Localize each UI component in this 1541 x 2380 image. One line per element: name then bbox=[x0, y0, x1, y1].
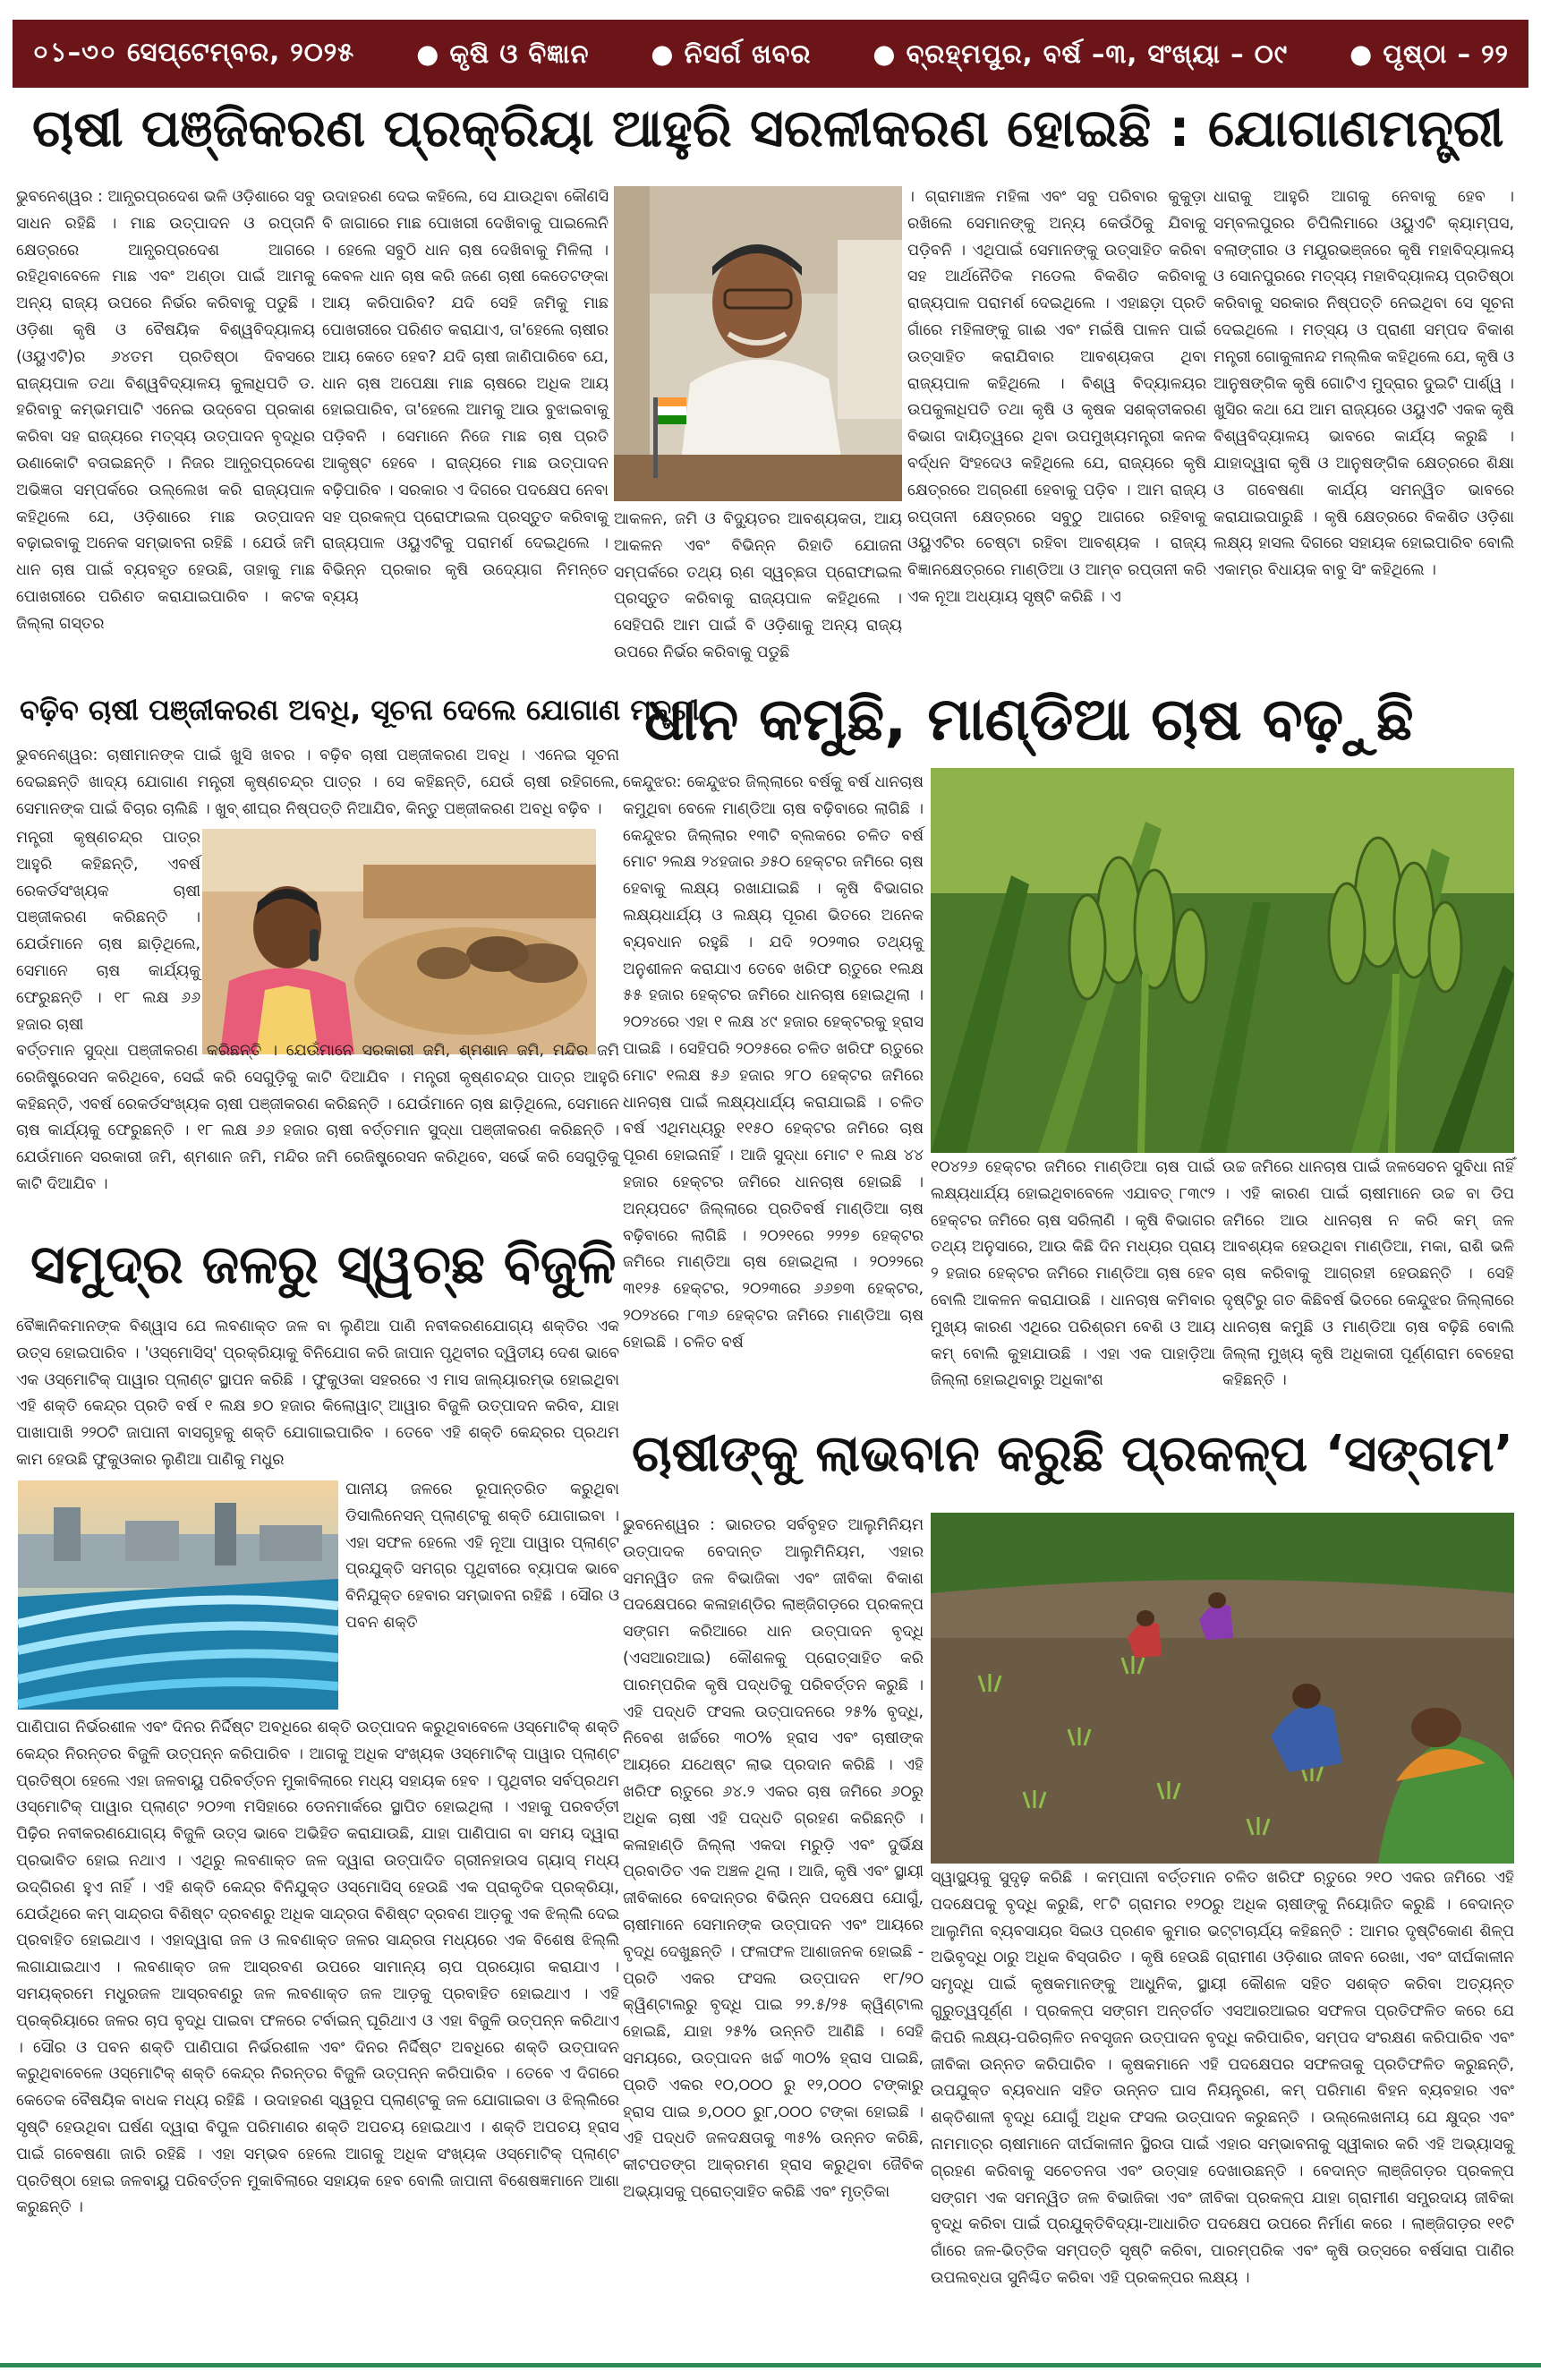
article1-column-3 bbox=[614, 507, 902, 693]
article1-column-1 bbox=[16, 184, 315, 693]
article4-headline: ଧାନ କମୁଛି, ମାଣ୍ଡିଆ ଚାଷ ବଢ଼ୁଛି bbox=[644, 685, 1414, 754]
article4-column-3 bbox=[1222, 1155, 1514, 1416]
article1-column-5 bbox=[1213, 184, 1514, 693]
article3-text: ବୈଜ୍ଞାନିକମାନଙ୍କ ବିଶ୍ୱାସ ଯେ ଲବଣାକ୍ତ ଜଳ ବା ଲୁଣିଆ ପାଣି ନବୀକରଣଯୋଗ୍ୟ ଶକ୍ତିର ଏକ ଉତ୍ସ ହୋଇପାରିବ । 'ଓସ୍ମୋସିସ୍' ପ୍ରକ୍ରିୟାକୁ ବିନିଯୋଗ କରି ଜାପାନ ପୃଥିବୀର ଦ୍ୱିତୀୟ ଦେଶ ଭାବେ ଏକ ଓସ୍ମୋଟିକ୍ ପାୱାର ପ୍ଲାଣ୍ଟ ସ୍ଥାପନ କରିଛି । ଫୁକୁଓକା ସହରରେ ଏ ମାସ ଜାଲ୍ୟାରମ୍ଭ ହୋଇଥିବା ଏହି ଶକ୍ତି କେନ୍ଦ୍ର ପ୍ରତି ବର୍ଷ ୧ ଲକ୍ଷ ୭୦ ହଜାର କିଲୋୱାଟ୍ ଆୱାର ବିଜୁଳି ଉତ୍ପାଦନ କରିବ, ଯାହା ପାଖାପାଖି ୨୨୦ଟି ଜାପାନୀ ବାସଗୃହକୁ ଶକ୍ତି ଯୋଗାଇପାରିବ । ତେବେ ଏହି ଶକ୍ତି କେନ୍ଦ୍ରର ପ୍ରଥମ କାମ ହେଉଛି ଫୁକୁଓକାର ଲୁଣିଆ ପାଣିକୁ ମଧୁର bbox=[16, 1318, 619, 1469]
article5-headline: ଚାଷୀଙ୍କୁ ଲାଭବାନ କରୁଛି ପ୍ରକଳ୍ପ ‘ସଙ୍ଗମ’ bbox=[632, 1425, 1513, 1483]
section-name: ● କୃଷି ଓ ବିଜ୍ଞାନ bbox=[416, 38, 590, 69]
article3-beside-photo bbox=[345, 1477, 619, 1713]
article1-text: ଆକଳନ, ଜମି ଓ ବିଦ୍ୟୁତର ଆବଶ୍ୟକତା, ଆୟ ଆକଳନ ଏବଂ ବିଭିନ୍ନ ରିହାତି ଯୋଜନା ସମ୍ପର୍କରେ ତଥ୍ୟ ଋଣ ସ୍ୱଚ୍ଛତା ପ୍ରୋଫାଇଲ ପ୍ରସ୍ତୁତ କରିବାକୁ ରାଜ୍ୟପାଳ କହିଥିଲେ । ସେହିପରି ଆମ ପାଇଁ ବି ଓଡ଼ିଶାକୁ ଅନ୍ୟ ରାଜ୍ୟ ଉପରେ ନିର୍ଭର କରିବାକୁ ପଡୁଛି bbox=[614, 510, 902, 661]
supply-minister-photo bbox=[202, 829, 596, 1054]
paddy-transplanting-photo bbox=[931, 1513, 1514, 1864]
article4-column-2 bbox=[931, 1155, 1215, 1416]
article1-text: । ଗ୍ରାମାଞ୍ଚଳ ମହିଳା ଏବଂ ସବୁ ପରିବାର କୁକୁଡ଼ା ରଖିଲେ ସେମାନଙ୍କୁ ଅନ୍ୟ କେଉଁଠିକୁ ଯିବାକୁ ପଡ଼ିବନି । ଏଥିପାଇଁ ସେମାନଙ୍କୁ ଉତ୍ସାହିତ କରିବା ସହ ଆର୍ଥନୈତିକ ମଡେଲ ବିକଶିତ କରିବାକୁ ରାଜ୍ୟପାଳ ପରାମର୍ଶ ଦେଇଥିଲେ । ଏହାଛଡ଼ା ପ୍ରତି ଗାଁରେ ମହିଳାଙ୍କୁ ଗାଈ ଏବଂ ମଇଁଷି ପାଳନ ପାଇଁ ଉତ୍ସାହିତ କରାଯିବାର ଆବଶ୍ୟକତା ଥିବା ରାଜ୍ୟପାଳ କହିଥିଲେ । ବିଶ୍ୱ ବିଦ୍ୟାଳୟର ଉପକୁଳାଧିପତି ତଥା କୃଷି ଓ କୃଷକ ସଶକ୍ତୀକରଣ ବିଭାଗ ଦାୟିତ୍ୱରେ ଥିବା ଉପମୁଖ୍ୟମନ୍ତ୍ରୀ କନକ ବର୍ଦ୍ଧନ ସିଂହଦେଓ କହିଥିଲେ ଯେ, ରାଜ୍ୟରେ କୃଷି କ୍ଷେତ୍ରରେ ଅଗ୍ରଣୀ ହେବାକୁ ପଡ଼ିବ । ଆମ ରାଜ୍ୟ ରପ୍ତାନୀ କ୍ଷେତ୍ରରେ ସବୁଠୁ ଆଗରେ ରହିବାକୁ ଓୟୁଏଟିର ଚେଷ୍ଟା ରହିବା ଆବଶ୍ୟକ । ରାଜ୍ୟ ବିଜ୍ଞାନକ୍ଷେତ୍ରରେ ମାଣ୍ଡିଆ ଓ ଆମ୍ବ ରପ୍ତାନୀ କରି ଏକ ନୂଆ ଅଧ୍ୟାୟ ସୃଷ୍ଟି କରିଛି । ଏ bbox=[907, 188, 1206, 606]
article5-column-1 bbox=[623, 1513, 924, 2358]
article3-headline: ସମୁଦ୍ର ଜଳରୁ ସ୍ୱଚ୍ଛ ବିଜୁଳି bbox=[30, 1233, 617, 1296]
article2-lead bbox=[16, 743, 619, 823]
article5-column-2 bbox=[931, 1865, 1514, 2358]
article2-headline: ବଢ଼ିବ ଚାଷୀ ପଞ୍ଜୀକରଣ ଅବଧି, ସୂଚନା ଦେଲେ ଯୋଗାଣ ମନ୍ତ୍ରୀ bbox=[20, 693, 700, 727]
article2-beside-photo bbox=[16, 825, 200, 1036]
place-issue: ● ବ୍ରହ୍ମପୁର, ବର୍ଷ –୩, ସଂଖ୍ୟା – ୦୯ bbox=[873, 38, 1289, 69]
article1-text: ଉଦାହରଣ ଦେଇ କହିଲେ, ସେ ଯାଉଥିବା କୌଣସି ବି ଜାଗାରେ ମାଛ ପୋଖରୀ ଦେଖିବାକୁ ପାଇଲେନି । ହେଲେ ସବୁଠି ଧାନ ଚାଷ ଦେଖିବାକୁ ମିଳିଲା । କେବଳ ଧାନ ଚାଷ କରି ଜଣେ ଚାଷୀ କେତେଟଙ୍କା ଆୟ କରିପାରିବ? ଯଦି ସେହି ଜମିକୁ ମାଛ ପୋଖରୀରେ ପରିଣତ କରାଯାଏ, ତା'ହେଲେ ଚାଷୀର ଆୟ କେତେ ହେବ? ଯଦି ଚାଷୀ ଜାଣିପାରିବେ ଯେ, ଧାନ ଚାଷ ଅପେକ୍ଷା ମାଛ ଚାଷରେ ଅଧିକ ଆୟ ହୋଇପାରିବ, ତା'ହେଲେ ଆମକୁ ଆଉ ବୁଝାଇବାକୁ ପଡ଼ିବନି । ସେମାନେ ନିଜେ ମାଛ ଚାଷ ପ୍ରତି ଆକୃଷ୍ଟ ହେବେ । ରାଜ୍ୟରେ ମାଛ ଉତ୍ପାଦନ ବଢ଼ିପାରିବ । ସରକାର ଏ ଦିଗରେ ପଦକ୍ଷେପ ନେବା ସହ ପ୍ରକଳ୍ପ ପ୍ରୋଫାଇଲ ପ୍ରସ୍ତୁତ କରିବାକୁ ରାଜ୍ୟପାଳ ଓୟୁଏଟିକୁ ପରାମର୍ଶ ଦେଇଥିଲେ । ବିଭିନ୍ନ ପ୍ରକାର କୃଷି ଉଦ୍ୟୋଗ ନିମନ୍ତେ ବ୍ୟୟ bbox=[322, 188, 609, 606]
article1-headline: ଚାଷୀ ପଞ୍ଜିକରଣ ପ୍ରକ୍ରିୟା ଆହୁରି ସରଳୀକରଣ ହୋଇଛି : ଯୋଗାଣମନ୍ତ୍ରୀ bbox=[32, 98, 1504, 158]
article1-column-4 bbox=[907, 184, 1206, 693]
minister-photo bbox=[614, 186, 902, 501]
article3-lead bbox=[16, 1314, 619, 1477]
article1-column-2 bbox=[322, 184, 609, 693]
article4-text: ଉଚ୍ଚ ଜମିରେ ଧାନଚାଷ ପାଇଁ ଜଳସେଚନ ସୁବିଧା ନାହିଁ । ଏହି କାରଣ ପାଇଁ ଚାଷୀମାନେ ଉଚ୍ଚ ବା ଡିପ ଜମିରେ ଆଉ ଧାନଚାଷ ନ କରି କମ୍ ଜଳ ଆବଶ୍ୟକ ହେଉଥିବା ମାଣ୍ଡିଆ, ମକା, ରାଶି ଭଳି ଚାଷ କରିବାକୁ ଆଗ୍ରହୀ ହେଉଛନ୍ତି । ସେହି ଦୃଷ୍ଟିରୁ ଗତ କିଛିବର୍ଷ ଭିତରେ କେନ୍ଦୁଝର ଜିଲ୍ଲାରେ ଧାନଚାଷ କମୁଛି ଓ ମାଣ୍ଡିଆ ଚାଷ ବଢ଼ିଛି ବୋଲି ଜିଲ୍ଲା ମୁଖ୍ୟ କୃଷି ଅଧିକାରୀ ପୂର୍ଣ୍ଣରାମ ବେହେରା କହିଛନ୍ତି । bbox=[1222, 1158, 1514, 1390]
page-number: ● ପୃଷ୍ଠା – ୨୨ bbox=[1349, 38, 1509, 69]
osmotic-plant-photo bbox=[18, 1480, 338, 1710]
article3-text: ପାଣିପାଗ ନିର୍ଭରଶୀଳ ଏବଂ ଦିନର ନିର୍ଦ୍ଦିଷ୍ଟ ଅବଧିରେ ଶକ୍ତି ଉତ୍ପାଦନ କରୁଥିବାବେଳେ ଓସ୍ମୋଟିକ୍ ଶକ୍ତି କେନ୍ଦ୍ର ନିରନ୍ତର ବିଜୁଳି ଉତ୍ପନ୍ନ କରିପାରିବ । ଆଗକୁ ଅଧିକ ସଂଖ୍ୟକ ଓସ୍ମୋଟିକ୍ ପାୱାର ପ୍ଲାଣ୍ଟ ପ୍ରତିଷ୍ଠା ହେଲେ ଏହା ଜଳବାୟୁ ପରିବର୍ତ୍ତନ ମୁକାବିଲାରେ ମଧ୍ୟ ସହାୟକ ହେବ । ପୃଥିବୀର ସର୍ବପ୍ରଥମ ଓସ୍ମୋଟିକ୍ ପାୱାର ପ୍ଲାଣ୍ଟ ୨୦୨୩ ମସିହାରେ ଡେନମାର୍କରେ ସ୍ଥାପିତ ହୋଇଥିଲା । ଏହାକୁ ପରବର୍ତ୍ତୀ ପିଢ଼ିର ନବୀକରଣଯୋଗ୍ୟ ବିଜୁଳି ଉତ୍ସ ଭାବେ ଅଭିହିତ କରାଯାଉଛି, ଯାହା ପାଣିପାଗ ବା ସମୟ ଦ୍ୱାରା ପ୍ରଭାବିତ ହୋଇ ନଥାଏ । ଏଥିରୁ ଲବଣାକ୍ତ ଜଳ ଦ୍ୱାରା ଉତ୍ପାଦିତ ଗ୍ରୀନହାଉସ ଗ୍ୟାସ୍ ମଧ୍ୟ ଉଦ୍‌ଗିରଣ ହୁଏ ନାହିଁ । ଏହି ଶକ୍ତି କେନ୍ଦ୍ର ବିନିଯୁକ୍ତ ଓସ୍ମୋସିସ୍ ହେଉଛି ଏକ ପ୍ରାକୃତିକ ପ୍ରକ୍ରିୟା, ଯେଉଁଥିରେ କମ୍ ସାନ୍ଦ୍ରତା ବିଶିଷ୍ଟ ଦ୍ରବଣରୁ ଅଧିକ ସାନ୍ଦ୍ରତା ବିଶିଷ୍ଟ ଦ୍ରବଣ ଆଡ଼କୁ ଏକ ଝିଲ୍ଲି ଦେଇ ପ୍ରବାହିତ ହୋଇଥାଏ । ଏହାଦ୍ୱାରା ଜଳ ଓ ଲବଣାକ୍ତ ଜଳର ସାନ୍ଦ୍ରତା ମଧ୍ୟରେ ଏକ ବିଶେଷ ଝିଲ୍ଲି ଲଗାଯାଇଥାଏ । ଲବଣାକ୍ତ ଜଳ ଆସ୍ରବଣ ଉପରେ ସାମାନ୍ୟ ଚାପ ପ୍ରୟୋଗ କରାଯାଏ । ସମୟକ୍ରମେ ମଧୁରଜଳ ଆସ୍ରବଣରୁ ଜଳ ଲବଣାକ୍ତ ଜଳ ଆଡ଼କୁ ପ୍ରବାହିତ ହୋଇଥାଏ । ଏହି ପ୍ରକ୍ରିୟାରେ ଜଳର ଚାପ ବୃଦ୍ଧି ପାଇବା ଫଳରେ ଟର୍ବାଇନ୍ ଘୂରିଥାଏ ଓ ଏହା ବିଜୁଳି ଉତ୍ପନ୍ନ କରିଥାଏ । ସୌର ଓ ପବନ ଶକ୍ତି ପାଣିପାଗ ନିର୍ଭରଶୀଳ ଏବଂ ଦିନର ନିର୍ଦ୍ଦିଷ୍ଟ ଅବଧିରେ ଶକ୍ତି ଉତ୍ପାଦନ କରୁଥିବାବେଳେ ଓସ୍ମୋଟିକ୍ ଶକ୍ତି କେନ୍ଦ୍ର ନିରନ୍ତର ବିଜୁଳି ଉତ୍ପନ୍ନ କରିପାରିବ । ତେବେ ଏ ଦିଗରେ କେତେକ ବୈଷୟିକ ବାଧକ ମଧ୍ୟ ରହିଛି । ଉଦାହରଣ ସ୍ୱରୂପ ପ୍ଲାଣ୍ଟକୁ ଜଳ ଯୋଗାଇବା ଓ ଝିଲ୍ଲିରେ ସୃଷ୍ଟି ହେଉଥିବା ଘର୍ଷଣ ଦ୍ୱାରା ବିପୁଳ ପରିମାଣର ଶକ୍ତି ଅପଚୟ ହୋଇଥାଏ । ଶକ୍ତି ଅପଚୟ ହ୍ରାସ ପାଇଁ ଗବେଷଣା ଜାରି ରହିଛି । ଏହା ସମ୍ଭବ ହେଲେ ଆଗକୁ ଅଧିକ ସଂଖ୍ୟକ ଓସ୍ମୋଟିକ୍ ପ୍ଲାଣ୍ଟ ପ୍ରତିଷ୍ଠା ହୋଇ ଜଳବାୟୁ ପରିବର୍ତ୍ତନ ମୁକାବିଲାରେ ସହାୟକ ହେବ ବୋଲି ଜାପାନୀ ବିଶେଷଜ୍ଞମାନେ ଆଶା କରୁଛନ୍ତି । bbox=[16, 1719, 619, 2217]
article2-text: ଭୁବନେଶ୍ୱର: ଚାଷୀମାନଙ୍କ ପାଇଁ ଖୁସି ଖବର । ବଢ଼ିବ ଚାଷୀ ପଞ୍ଜୀକରଣ ଅବଧି । ଏନେଇ ସୂଚନା ଦେଇଛନ୍ତି ଖାଦ୍ୟ ଯୋଗାଣ ମନ୍ତ୍ରୀ କୃଷ୍ଣଚନ୍ଦ୍ର ପାତ୍ର । ସେ କହିଛନ୍ତି, ଯେଉଁ ଚାଷୀ ରହିଗଲେ, ସେମାନଙ୍କ ପାଇଁ ବିଚାର ଚାଲିଛି । ଖୁବ୍ ଶୀଘ୍ର ନିଷ୍ପତ୍ତି ନିଆଯିବ, କିନ୍ତୁ ପଞ୍ଜୀକରଣ ଅବଧି ବଢ଼ିବ । bbox=[16, 746, 619, 818]
article4-text: ୧୦୪୨୬ ହେକ୍ଟର ଜମିରେ ମାଣ୍ଡିଆ ଚାଷ ପାଇଁ ଲକ୍ଷ୍ୟଧାର୍ଯ୍ୟ ହୋଇଥିବାବେଳେ ଏଯାବତ୍ ୮୩୯୨ ହେକ୍ଟର ଜମିରେ ଚାଷ ସରିଲାଣି । କୃଷି ବିଭାଗର ତଥ୍ୟ ଅନୁସାରେ, ଆଉ କିଛି ଦିନ ମଧ୍ୟର ପ୍ରାୟ ୨ ହଜାର ହେକ୍ଟର ଜମିରେ ମାଣ୍ଡିଆ ଚାଷ ହେବ ବୋଲି ଆକଳନ କରାଯାଉଛି । ଧାନଚାଷ କମିବାର ମୁଖ୍ୟ କାରଣ ଏଥିରେ ପରିଶ୍ରମ ବେଶି ଓ ଆୟ କମ୍ ବୋଲି କୁହାଯାଉଛି । ଏହା ଏକ ପାହାଡ଼ିଆ ଜିଲ୍ଲା ହୋଇଥିବାରୁ ଅଧିକାଂଶ bbox=[931, 1158, 1215, 1390]
bottom-rule bbox=[0, 2363, 1541, 2367]
article4-text: କେନ୍ଦୁଝର: କେନ୍ଦୁଝର ଜିଲ୍ଲାରେ ବର୍ଷକୁ ବର୍ଷ ଧାନଚାଷ କମୁଥିବା ବେଳେ ମାଣ୍ଡିଆ ଚାଷ ବଢ଼ିବାରେ ଲାଗିଛି । କେନ୍ଦୁଝର ଜିଲ୍ଲାର ୧୩ଟି ବ୍ଲକରେ ଚଳିତ ବର୍ଷ ମୋଟ ୨ଲକ୍ଷ ୨୪ହଜାର ୬୫୦ ହେକ୍ଟର ଜମିରେ ଚାଷ ହେବାକୁ ଲକ୍ଷ୍ୟ ରଖାଯାଇଛି । କୃଷି ବିଭାଗର ଲକ୍ଷ୍ୟଧାର୍ଯ୍ୟ ଓ ଲକ୍ଷ୍ୟ ପୂରଣ ଭିତରେ ଅନେକ ବ୍ୟବଧାନ ରହୁଛି । ଯଦି ୨୦୨୩ର ତଥ୍ୟକୁ ଅନୁଶୀଳନ କରାଯାଏ ତେବେ ଖରିଫ ଋତୁରେ ୧ଲକ୍ଷ ୫୫ ହଜାର ହେକ୍ଟର ଜମିରେ ଧାନଚାଷ ହୋଇଥିଲା । ୨୦୨୪ରେ ଏହା ୧ ଲକ୍ଷ ୪୯ ହଜାର ହେକ୍ଟରକୁ ହ୍ରାସ ପାଇଛି । ସେହିପରି ୨୦୨୫ରେ ଚଳିତ ଖରିଫ ଋତୁରେ ମୋଟ ୧ଲକ୍ଷ ୫୬ ହଜାର ୨୮୦ ହେକ୍ଟର ଜମିରେ ଧାନଚାଷ ପାଇଁ ଲକ୍ଷ୍ୟଧାର୍ଯ୍ୟ କରାଯାଇଛି । ଚଳିତ ବର୍ଷ ଏଥିମଧ୍ୟରୁ ୧୧୫୦ ହେକ୍ଟର ଜମିରେ ଚାଷ ପୂରଣ ହୋଇନାହିଁ । ଆଜି ସୁଦ୍ଧା ମୋଟ ୧ ଲକ୍ଷ ୪୪ ହଜାର ହେକ୍ଟର ଜମିରେ ଧାନଚାଷ ହୋଇଛି । ଅନ୍ୟପଟେ ଜିଲ୍ଲାରେ ପ୍ରତିବର୍ଷ ମାଣ୍ଡିଆ ଚାଷ ବଢ଼ିବାରେ ଲାଗିଛି । ୨୦୨୧ରେ ୨୨୨୭ ହେକ୍ଟର ଜମିରେ ମାଣ୍ଡିଆ ଚାଷ ହୋଇଥିଲା । ୨୦୨୨ରେ ୩୧୨୫ ହେକ୍ଟର, ୨୦୨୩ରେ ୬୬୭୩ ହେକ୍ଟର, ୨୦୨୪ରେ ୮୩୬ ହେକ୍ଟର ଜମିରେ ମାଣ୍ଡିଆ ଚାଷ ହୋଇଛି । ଚଳିତ ବର୍ଷ bbox=[623, 773, 924, 1352]
millet-photo bbox=[931, 768, 1514, 1153]
article2-text: ବର୍ତ୍ତମାନ ସୁଦ୍ଧା ପଞ୍ଜୀକରଣ କରିଛନ୍ତି । ଯେଉଁମାନେ ସରକାରୀ ଜମି, ଶ୍ମଶାନ ଜମି, ମନ୍ଦିର ଜମି ରେଜିଷ୍ଟ୍ରେସନ କରିଥିବେ, ସେଇଁ କରି ସେଗୁଡ଼ିକୁ କାଟି ଦିଆଯିବ । ମନ୍ତ୍ରୀ କୃଷ୍ଣଚନ୍ଦ୍ର ପାତ୍ର ଆହୁରି କହିଛନ୍ତି, ଏବର୍ଷ ରେକର୍ଡସଂଖ୍ୟକ ଚାଷୀ ପଞ୍ଜୀକରଣ କରିଛନ୍ତି । ଯେଉଁମାନେ ଚାଷ ଛାଡ଼ିଥିଲେ, ସେମାନେ ଚାଷ କାର୍ଯ୍ୟକୁ ଫେରୁଛନ୍ତି । ୧୮ ଲକ୍ଷ ୬୬ ହଜାର ଚାଷୀ ବର୍ତ୍ତମାନ ସୁଦ୍ଧା ପଞ୍ଜୀକରଣ କରିଛନ୍ତି । ଯେଉଁମାନେ ସରକାରୀ ଜମି, ଶ୍ମଶାନ ଜମି, ମନ୍ଦିର ଜମି ରେଜିଷ୍ଟ୍ରେସନ କରିଥିବେ, ସର୍ଭେ କରି ସେଗୁଡ଼ିକୁ କାଟି ଦିଆଯିବ । bbox=[16, 1042, 619, 1193]
newspaper-name: ● ନିସର୍ଗ ଖବର bbox=[651, 38, 812, 69]
article3-text: ପାନୀୟ ଜଳରେ ରୂପାନ୍ତରିତ କରୁଥିବା ଡିସାଲିନେସନ୍ ପ୍ଲାଣ୍ଟକୁ ଶକ୍ତି ଯୋଗାଇବା । ଏହା ସଫଳ ହେଲେ ଏହି ନୂଆ ପାୱାର ପ୍ଲାଣ୍ଟ ପ୍ରଯୁକ୍ତି ସମଗ୍ର ପୃଥିବୀରେ ବ୍ୟାପକ ଭାବେ ବିନିଯୁକ୍ତ ହେବାର ସମ୍ଭାବନା ରହିଛି । ସୌର ଓ ପବନ ଶକ୍ତି bbox=[345, 1480, 619, 1632]
issue-date: ০১–৩০ ସେପ୍ଟେମ୍ବର, ୨୦୨୫ bbox=[32, 36, 355, 67]
article5-text: ସ୍ୱାସ୍ଥ୍ୟକୁ ସୁଦୃଢ଼ କରିଛି । କମ୍ପାନୀ ବର୍ତ୍ତମାନ ଚଳିତ ଖରିଫ ଋତୁରେ ୨୧୦ ଏକର ଜମିରେ ଏହି ପଦକ୍ଷେପକୁ ବୃଦ୍ଧି କରୁଛି, ୧୮ଟି ଗ୍ରାମର ୧୨୦ରୁ ଅଧିକ ଚାଷୀଙ୍କୁ ନିୟୋଜିତ କରୁଛି । ବେଦାନ୍ତ ଆଲୁମିନା ବ୍ୟବସାୟର ସିଇଓ ପ୍ରଣବ କୁମାର ଭଟ୍ଟାଚାର୍ଯ୍ୟ କହିଛନ୍ତି : ଆମର ଦୃଷ୍ଟିକୋଣ ଶିଳ୍ପ ଅଭିବୃଦ୍ଧି ଠାରୁ ଅଧିକ ବିସ୍ତାରିତ । କୃଷି ହେଉଛି ଗ୍ରାମୀଣ ଓଡ଼ିଶାର ଜୀବନ ରେଖା, ଏବଂ ଦୀର୍ଘକାଳୀନ ସମୃଦ୍ଧି ପାଇଁ କୃଷକମାନଙ୍କୁ ଆଧୁନିକ, ସ୍ଥାୟୀ କୌଶଳ ସହିତ ସଶକ୍ତ କରିବା ଅତ୍ୟନ୍ତ ଗୁରୁତ୍ୱପୂର୍ଣ୍ଣ । ପ୍ରକଳ୍ପ ସଙ୍ଗମ ଅନ୍ତର୍ଗତ ଏସଆରଆଇର ସଫଳତା ପ୍ରତିଫଳିତ କରେ ଯେ କିପରି ଲକ୍ଷ୍ୟ-ପରିଚାଳିତ ନବସୃଜନ ଉତ୍ପାଦନ ବୃଦ୍ଧି କରିପାରିବ, ସମ୍ପଦ ସଂରକ୍ଷଣ କରିପାରିବ ଏବଂ ଜୀବିକା ଉନ୍ନତ କରିପାରିବ । କୃଷକମାନେ ଏହି ପଦକ୍ଷେପର ସଫଳତାକୁ ପ୍ରତିଫଳିତ କରୁଛନ୍ତି, ଉପଯୁକ୍ତ ବ୍ୟବଧାନ ସହିତ ଉନ୍ନତ ଘାସ ନିୟନ୍ତ୍ରଣ, କମ୍ ପରିମାଣ ବିହନ ବ୍ୟବହାର ଏବଂ ଶକ୍ତିଶାଳୀ ବୃଦ୍ଧି ଯୋଗୁଁ ଅଧିକ ଫସଲ ଉତ୍ପାଦନ କରୁଛନ୍ତି । ଉଲ୍ଲେଖନୀୟ ଯେ କ୍ଷୁଦ୍ର ଏବଂ ନାମମାତ୍ର ଚାଷୀମାନେ ଦୀର୍ଘକାଳୀନ ସ୍ଥିରତା ପାଇଁ ଏହାର ସମ୍ଭାବନାକୁ ସ୍ୱୀକାର କରି ଏହି ଅଭ୍ୟାସକୁ ଗ୍ରହଣ କରିବାକୁ ସଚେତନତା ଏବଂ ଉତ୍ସାହ ଦେଖାଉଛନ୍ତି । ବେଦାନ୍ତ ଲାଞ୍ଜିଗଡ଼ର ପ୍ରକଳ୍ପ ସଙ୍ଗମ ଏକ ସମନ୍ୱିତ ଜଳ ବିଭାଜିକା ଏବଂ ଜୀବିକା ପ୍ରକଳ୍ପ ଯାହା ଗ୍ରାମୀଣ ସମ୍ପ୍ରଦାୟ ଜୀବିକା ବୃଦ୍ଧି କରିବା ପାଇଁ ପ୍ରଯୁକ୍ତିବିଦ୍ୟା-ଆଧାରିତ ପଦକ୍ଷେପ ଉପରେ ନିର୍ମାଣ କରେ । ଲାଞ୍ଜିଗଡ଼ର ୧୧ଟି ଗାଁରେ ଜଳ-ଭିତ୍ତିକ ସମ୍ପତ୍ତି ସୃଷ୍ଟି କରିବା, ପାରମ୍ପରିକ ଏବଂ କୃଷି ଉତ୍ସରେ ବର୍ଷସାରା ପାଣିର ଉପଲବ୍ଧତା ସୁନିଶ୍ଚିତ କରିବା ଏହି ପ୍ରକଳ୍ପର ଲକ୍ଷ୍ୟ । bbox=[931, 1869, 1514, 2287]
masthead-bar bbox=[13, 20, 1528, 88]
article4-column-1 bbox=[623, 770, 924, 1416]
article3-body bbox=[16, 1715, 619, 2356]
article1-text: ଧାରାକୁ ଆହୁରି ଆଗକୁ ନେବାକୁ ହେବ । ସମ୍ବଲପୁରର ଚିପିଲିମାରେ ଓୟୁଏଟି କ୍ୟାମ୍ପସ, ବଲାଙ୍ଗୀର ଓ ମୟୂରଭଞ୍ଜରେ କୃଷି ମହାବିଦ୍ୟାଳୟ ଓ ସୋନପୁରରେ ମତ୍ସ୍ୟ ମହାବିଦ୍ୟାଳୟ ପ୍ରତିଷ୍ଠା କରିବାକୁ ସରକାର ନିଷ୍ପତ୍ତି ନେଇଥିବା ସେ ସୂଚନା ଦେଇଥିଲେ । ମତ୍ସ୍ୟ ଓ ପ୍ରାଣୀ ସମ୍ପଦ ବିକାଶ ମନ୍ତ୍ରୀ ଗୋକୁଳାନନ୍ଦ ମଲ୍ଲିକ କହିଥିଲେ ଯେ, କୃଷି ଓ ଆନୁଷଙ୍ଗିକ କୃଷି ଗୋଟିଏ ମୁଦ୍ରାର ଦୁଇଟି ପାର୍ଶ୍ୱ । ଖୁସିର କଥା ଯେ ଆମ ରାଜ୍ୟରେ ଓୟୁଏଟି ଏକକ କୃଷି ବିଶ୍ୱବିଦ୍ୟାଳୟ ଭାବରେ କାର୍ଯ୍ୟ କରୁଛି । ଯାହାଦ୍ୱାରା କୃଷି ଓ ଆନୁଷଙ୍ଗିକ କ୍ଷେତ୍ରରେ ଶିକ୍ଷା ଓ ଗବେଷଣା କାର୍ଯ୍ୟ ସମନ୍ୱିତ ଭାବରେ କରାଯାଇପାରୁଛି । କୃଷି କ୍ଷେତ୍ରରେ ବିକଶିତ ଓଡ଼ିଶା ଲକ୍ଷ୍ୟ ହାସଲ ଦିଗରେ ସହାୟକ ହୋଇପାରିବ ବୋଲି ଏକାମ୍ର ବିଧାୟକ ବାବୁ ସିଂ କହିଥିଲେ । bbox=[1213, 188, 1514, 580]
article1-text: ଭୁବନେଶ୍ୱର : ଆନ୍ଧ୍ରପ୍ରଦେଶ ଭଳି ଓଡ଼ିଶାରେ ସବୁ ସାଧନ ରହିଛି । ମାଛ ଉତ୍ପାଦନ ଓ ରପ୍ତାନି କ୍ଷେତ୍ରରେ ଆନ୍ଧ୍ରପ୍ରଦେଶ ଆଗରେ ରହିଥିବାବେଳେ ମାଛ ଏବଂ ଅଣ୍ଡା ପାଇଁ ଆମକୁ ଅନ୍ୟ ରାଜ୍ୟ ଉପରେ ନିର୍ଭର କରିବାକୁ ପଡୁଛି । ଓଡ଼ିଶା କୃଷି ଓ ବୈଷୟିକ ବିଶ୍ୱବିଦ୍ୟାଳୟ (ଓୟୁଏଟି)ର ୬୪ତମ ପ୍ରତିଷ୍ଠା ଦିବସରେ ରାଜ୍ୟପାଳ ତଥା ବିଶ୍ୱବିଦ୍ୟାଳୟ କୁଳାଧିପତି ଡ. ହରିବାବୁ କମ୍ଭମପାଟି ଏନେଇ ଉଦ୍ବେଗ ପ୍ରକାଶ କରିବା ସହ ରାଜ୍ୟରେ ମତ୍ସ୍ୟ ଉତ୍ପାଦନ ବୃଦ୍ଧିର ଉଣାକୋଟି ବତାଇଛନ୍ତି । ନିଜର ଆନ୍ଧ୍ରପ୍ରଦେଶ ଅଭିଜ୍ଞତା ସମ୍ପର୍କରେ ଉଲ୍ଲେଖ କରି ରାଜ୍ୟପାଳ କହିଥିଲେ ଯେ, ଓଡ଼ିଶାରେ ମାଛ ଉତ୍ପାଦନ ବଢ଼ାଇବାକୁ ଅନେକ ସମ୍ଭାବନା ରହିଛି । ଯେଉଁ ଜମି ଧାନ ଚାଷ ପାଇଁ ବ୍ୟବହୃତ ହେଉଛି, ତାହାକୁ ମାଛ ପୋଖରୀରେ ପରିଣତ କରାଯାଇପାରିବ । କଟକ ଜିଲ୍ଲା ଗସ୍ତର bbox=[16, 188, 315, 633]
article5-text: ଭୁବନେଶ୍ୱର : ଭାରତର ସର୍ବବୃହତ ଆଲୁମିନିୟମ ଉତ୍ପାଦକ ବେଦାନ୍ତ ଆଲୁମିନିୟମ, ଏହାର ସମନ୍ୱିତ ଜଳ ବିଭାଜିକା ଏବଂ ଜୀବିକା ବିକାଶ ପଦକ୍ଷେପରେ କଳାହାଣ୍ଡିର ଲାଞ୍ଜିଗଡ଼ରେ ପ୍ରକଳ୍ପ ସଙ୍ଗମ କରିଆରେ ଧାନ ଉତ୍ପାଦନ ବୃଦ୍ଧି (ଏସଆରଆଇ) କୌଶଳକୁ ପ୍ରୋତ୍ସାହିତ କରି ପାରମ୍ପରିକ କୃଷି ପଦ୍ଧତିକୁ ପରିବର୍ତ୍ତନ କରୁଛି । ଏହି ପଦ୍ଧତି ଫସଲ ଉତ୍ପାଦନରେ ୨୫% ବୃଦ୍ଧି, ନିବେଶ ଖର୍ଚ୍ଚରେ ୩୦% ହ୍ରାସ ଏବଂ ଚାଷୀଙ୍କ ଆୟରେ ଯଥେଷ୍ଟ ଲାଭ ପ୍ରଦାନ କରିଛି । ଏହି ଖରିଫ ଋତୁରେ ୬୪.୨ ଏକର ଚାଷ ଜମିରେ ୬୦ରୁ ଅଧିକ ଚାଷୀ ଏହି ପଦ୍ଧତି ଗ୍ରହଣ କରିଛନ୍ତି । କଳାହାଣ୍ଡି ଜିଲ୍ଲା ଏକଦା ମରୁଡ଼ି ଏବଂ ଦୁର୍ଭିକ୍ଷ ପ୍ରବାଡିତ ଏକ ଅଞ୍ଚଳ ଥିଲା । ଆଜି, କୃଷି ଏବଂ ସ୍ଥାୟୀ ଜୀବିକାରେ ବେଦାନ୍ତର ବିଭିନ୍ନ ପଦକ୍ଷେପ ଯୋଗୁଁ, ଚାଷୀମାନେ ସେମାନଙ୍କ ଉତ୍ପାଦନ ଏବଂ ଆୟରେ ବୃଦ୍ଧି ଦେଖୁଛନ୍ତି । ଫଳାଫଳ ଆଶାଜନକ ହୋଇଛି - ପ୍ରତି ଏକର ଫସଲ ଉତ୍ପାଦନ ୧୮/୨୦ କ୍ୱିଣ୍ଟାଲରୁ ବୃଦ୍ଧି ପାଇ ୨୨.୫/୨୫ କ୍ୱିଣ୍ଟାଲ ହୋଇଛି, ଯାହା ୨୫% ଉନ୍ନତି ଆଣିଛି । ସେହି ସମୟରେ, ଉତ୍ପାଦନ ଖର୍ଚ୍ଚ ୩୦% ହ୍ରାସ ପାଇଛି, ପ୍ରତି ଏକର ୧୦,୦୦୦ ରୁ ୧୨,୦୦୦ ଟଙ୍କାରୁ ହ୍ରାସ ପାଇ ୭,୦୦୦ ରୁ୮,୦୦୦ ଟଙ୍କା ହୋଇଛି । ଏହି ପଦ୍ଧତି ଜଳଦକ୍ଷତାକୁ ୩୫% ଉନ୍ନତ କରିଛି, କୀଟପତଙ୍ଗ ଆକ୍ରମଣ ହ୍ରାସ କରୁଥିବା ଜୈବିକ ଅଭ୍ୟାସକୁ ପ୍ରୋତ୍ସାହିତ କରିଛି ଏବଂ ମୃତ୍ତିକା bbox=[623, 1516, 924, 2201]
article2-body bbox=[16, 1038, 619, 1230]
article2-text: ମନ୍ତ୍ରୀ କୃଷ୍ଣଚନ୍ଦ୍ର ପାତ୍ର ଆହୁରି କହିଛନ୍ତି, ଏବର୍ଷ ରେକର୍ଡସଂଖ୍ୟକ ଚାଷୀ ପଞ୍ଜୀକରଣ କରିଛନ୍ତି । ଯେଉଁମାନେ ଚାଷ ଛାଡ଼ିଥିଲେ, ସେମାନେ ଚାଷ କାର୍ଯ୍ୟକୁ ଫେରୁଛନ୍ତି । ୧୮ ଲକ୍ଷ ୬୬ ହଜାର ଚାଷୀ bbox=[16, 829, 200, 1034]
